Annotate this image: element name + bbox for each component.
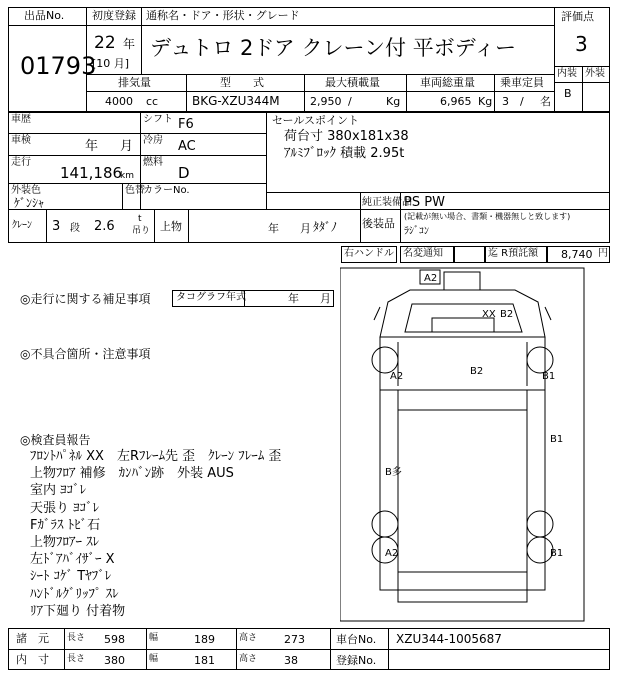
outer-len-label: 長さ [67, 633, 86, 643]
outer-wid-label: 幅 [149, 633, 159, 643]
shift-label: シフト [143, 114, 173, 125]
crane-base [444, 272, 480, 290]
capacity-slash: / [520, 95, 524, 108]
report-line: 上物ﾌﾛｱｰ ｽﾚ [30, 535, 100, 550]
damage-mark: B1 [550, 434, 564, 445]
report-line: 左ﾄﾞｱﾊﾞｲｻﾞｰ X [30, 552, 115, 568]
loader-note: ﾀﾀﾞﾉ [313, 220, 338, 234]
tacho-year: 年 [288, 292, 299, 305]
mileage: 141,186 [60, 164, 123, 182]
steering: 右ハンドル [344, 248, 394, 259]
crane-stages: 3 [52, 219, 61, 234]
first-reg-label: 初度登録 [92, 9, 136, 22]
equipment-label: 純正装備品 [362, 197, 412, 208]
shift: F6 [178, 117, 194, 132]
side-gate-right [527, 390, 545, 590]
aftermarket-value: ﾗｼﾞｺﾝ [404, 226, 429, 237]
crane-t-unit: t [138, 214, 142, 224]
wheel-rear-left [372, 511, 398, 537]
yen: 円 [598, 248, 608, 259]
loader-month: 月 [300, 222, 311, 235]
tacho-label: タコグラフ年式 [176, 292, 246, 303]
equipment: PS PW [404, 195, 445, 210]
loader-label: 上物 [160, 220, 182, 233]
score: 3 [575, 32, 588, 56]
tail-gate [398, 590, 527, 602]
crane-label: ｸﾚｰﾝ [12, 220, 32, 231]
outer-wid: 189 [194, 633, 215, 646]
interior-label: 内装 [557, 68, 577, 79]
damage-mark: B多 [385, 467, 402, 478]
damage-mark: B1 [550, 548, 564, 559]
damage-mark: B2 [470, 366, 484, 377]
displacement: 4000 [105, 95, 133, 108]
defects-label: ◎不具合箇所・注意事項 [20, 347, 151, 361]
damage-mark: B2 [500, 309, 514, 320]
color-code-label: カラーNo. [143, 185, 190, 196]
reg-year: 22 [94, 33, 116, 53]
cab-outline [380, 290, 545, 337]
damage-mark: A2 [424, 273, 438, 284]
interior-grade: B [564, 87, 572, 100]
lot-no-label: 出品No. [24, 9, 65, 22]
gross-weight-label: 車両総重量 [420, 76, 475, 89]
loader-year: 年 [268, 222, 279, 235]
report-line: ﾊﾝﾄﾞﾙｸﾞﾘｯﾌﾟ ｽﾚ [30, 586, 119, 602]
outer-dims-label: 諸 元 [16, 632, 49, 645]
gross-weight: 6,965 [440, 95, 472, 108]
crane-hoist: 吊り [132, 226, 151, 236]
reg-label: 登録No. [336, 654, 377, 667]
chassis-label: 車台No. [336, 633, 377, 646]
fuel-label: 燃料 [143, 157, 163, 168]
color-change-label: 色替 [125, 185, 145, 196]
side-gate-left [380, 390, 398, 590]
diagram-frame [340, 268, 584, 621]
capacity-unit: 名 [540, 95, 551, 108]
damage-mark: A2 [385, 548, 399, 559]
capacity: 3 [502, 95, 509, 108]
max-load-unit: Kg [386, 95, 401, 108]
damage-mark: XX [482, 309, 496, 320]
inspection-year: 年 [85, 139, 99, 154]
displacement-label: 排気量 [118, 76, 151, 89]
inner-hgt: 38 [284, 654, 298, 667]
model-grade-label: 通称名・ドア・形状・グレード [146, 9, 300, 22]
inner-hgt-label: 高さ [239, 654, 258, 664]
report-line: 上物ﾌﾛｱ 補修 ｶﾝﾊﾞﾝ跡 外装 AUS [30, 466, 234, 482]
outer-hgt: 273 [284, 633, 305, 646]
wheel-rear-right [527, 511, 553, 537]
capacity-label: 乗車定員 [500, 76, 544, 89]
max-load-label: 最大積載量 [325, 76, 380, 89]
inner-dims-label: 内 寸 [16, 653, 49, 666]
score-label: 評価点 [561, 10, 594, 23]
grille [432, 318, 494, 332]
vehicle-diagram [340, 262, 585, 622]
report-line: Fｶﾞﾗｽ ﾄﾋﾞ石 [30, 517, 101, 533]
mileage-label: 走行 [11, 157, 31, 168]
reg-month: [10 月] [92, 57, 130, 70]
driving-remarks-label: ◎走行に関する補足事項 [20, 292, 151, 306]
outer-len: 598 [104, 633, 125, 646]
ac: AC [178, 139, 196, 154]
model-name: デュトロ 2ドア クレーン付 平ボディー [150, 36, 517, 60]
report-line: ｼｰﾄ ｺｹﾞ Tﾔﾌﾞﾚ [30, 569, 112, 585]
history-label: 車歴 [11, 114, 31, 125]
inner-len: 380 [104, 654, 125, 667]
name-change: 名変通知 [403, 248, 443, 259]
outer-hgt-label: 高さ [239, 633, 258, 643]
wheel-front-left [372, 347, 398, 373]
wheel-front-right [527, 347, 553, 373]
reg-year-unit: 年 [123, 37, 136, 51]
report-line: ﾘｱ下廻り 付着物 [30, 603, 126, 619]
lot-no: 01793 [20, 52, 97, 80]
max-load: 2,950 [310, 95, 342, 108]
mileage-unit: km [120, 171, 134, 181]
aftermarket-note: (記載が無い場合、書類・機器無しと致します) [404, 212, 571, 221]
sales-point-line2: ｱﾙﾐﾌﾞﾛｯｸ 積載 2.95t [284, 146, 405, 161]
max-load-slash: / [348, 95, 352, 108]
ac-label: 冷房 [143, 135, 163, 146]
color-label: 外装色 [11, 185, 41, 196]
inspection-month: 月 [120, 139, 134, 154]
damage-mark: A2 [390, 371, 404, 382]
mirror-left [374, 307, 380, 320]
bed-ribs [398, 410, 527, 572]
inspector-report-label: ◎検査員報告 [20, 433, 91, 447]
color: ｹﾞﾝｼｬ [14, 196, 45, 210]
report-line: ﾌﾛﾝﾄﾊﾟﾈﾙ XX 左Rﾌﾚｰﾑ先 歪 ｸﾚｰﾝ ﾌﾚｰﾑ 歪 [30, 449, 282, 464]
model-code: BKG-XZU344M [192, 94, 280, 108]
report-line: 天張り ﾖｺﾞﾚ [30, 500, 100, 516]
mirror-right [545, 307, 551, 320]
gross-weight-unit: Kg [478, 95, 493, 108]
cc-unit: cc [146, 95, 159, 108]
truck-bed [398, 390, 527, 590]
exterior-label: 外装 [585, 68, 605, 79]
inner-wid: 181 [194, 654, 215, 667]
recycle-fee: 8,740 [561, 248, 593, 261]
fuel: D [178, 164, 190, 182]
sales-point-line1: 荷台寸 380x181x38 [284, 129, 409, 144]
model-code-label: 型 式 [220, 76, 264, 89]
sales-point-label: セールスポイント [272, 114, 360, 127]
damage-mark: B1 [542, 371, 556, 382]
inspection-label: 車検 [11, 135, 31, 146]
crane-stage-unit: 段 [70, 223, 80, 234]
inner-wid-label: 幅 [149, 654, 159, 664]
aftermarket-label: 後装品 [362, 217, 395, 230]
cab-body [380, 337, 545, 390]
chassis-no: XZU344-1005687 [396, 632, 502, 646]
inner-len-label: 長さ [67, 654, 86, 664]
crane-tonnage: 2.6 [94, 219, 115, 234]
tacho-month: 月 [320, 292, 331, 305]
name-change-check [454, 246, 485, 263]
report-line: 室内 ﾖｺﾞﾚ [30, 483, 87, 499]
recycle-label: 迄 R預託額 [488, 248, 539, 259]
